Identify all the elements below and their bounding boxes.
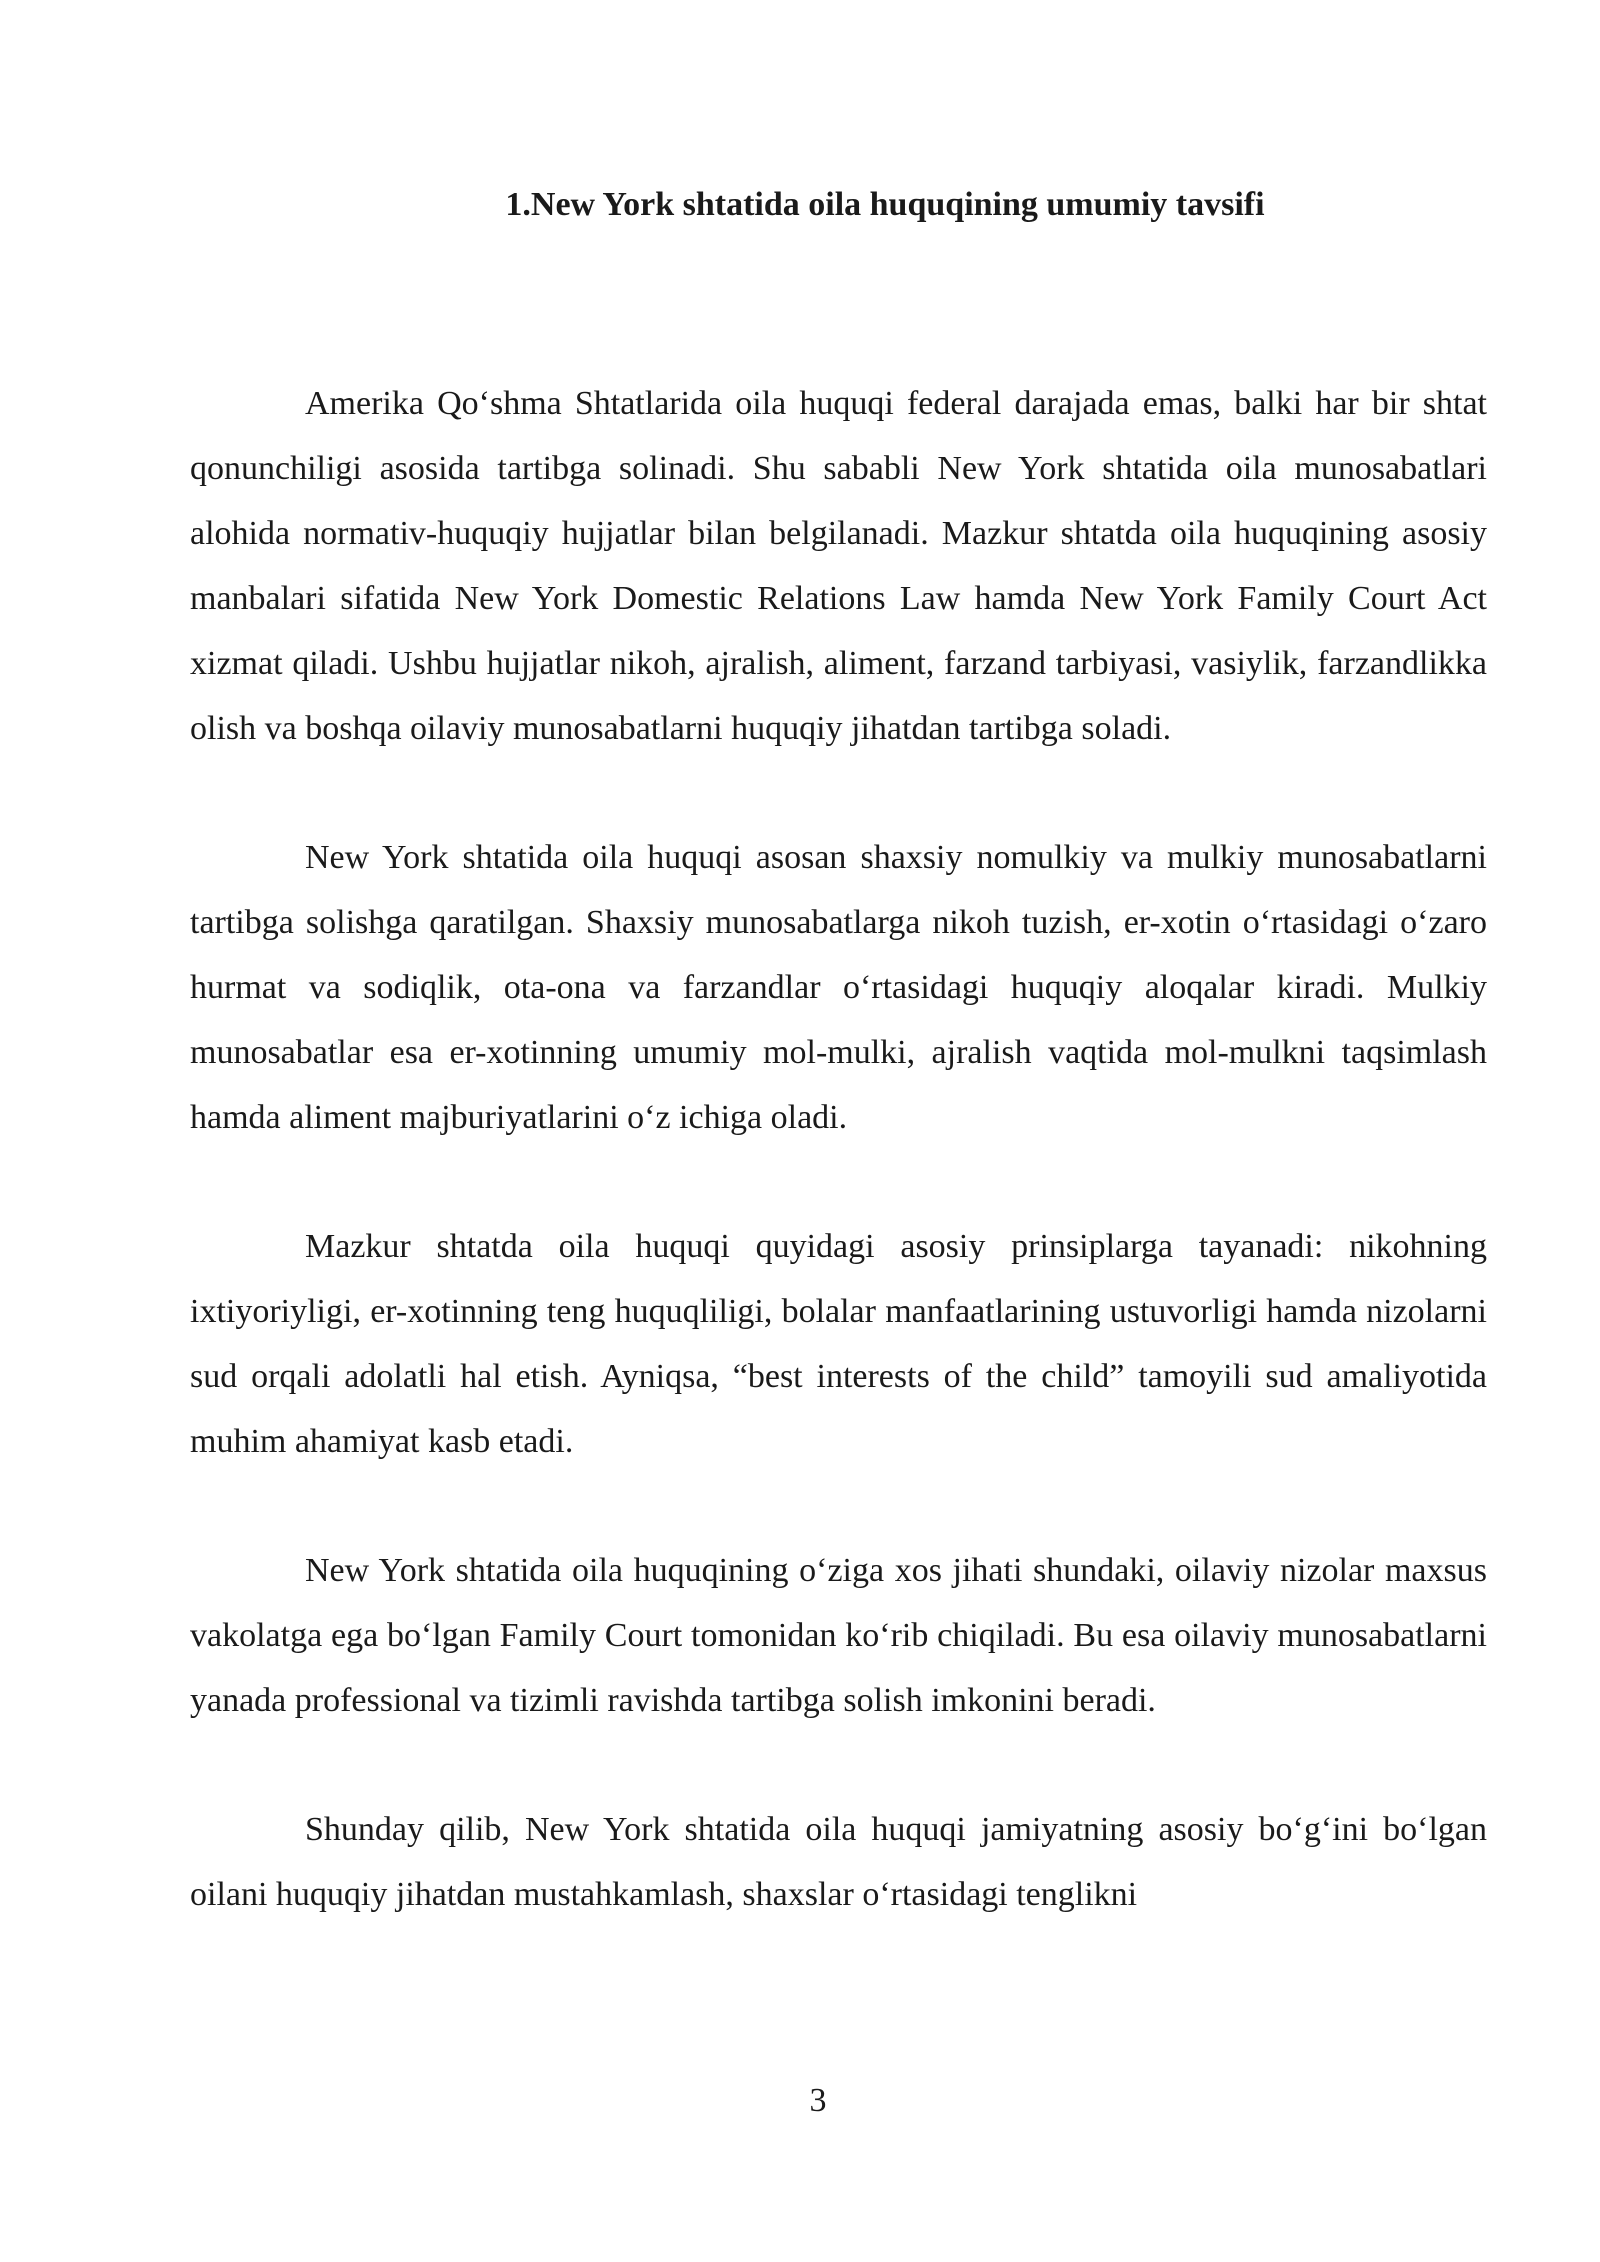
body-text — [190, 371, 1487, 1991]
paragraph: New York shtatida oila huquqi asosan shaxsiy nomulkiy va mulkiy munosabatlarni tartibga solishga qaratilgan. Shaxsiy munosabatlarga nikoh tuzish, er-xotin o‘rtasidagi o‘zaro hurmat va sodiqlik, ota-ona va farzandlar o‘rtasidagi huquqiy aloqalar kiradi. Mulkiy munosabatlar esa er-xotinning umumiy mol-mulki, ajralish vaqtida mol-mulkni taqsimlash hamda aliment majburiyatlarini o‘z ichiga oladi. — [190, 839, 1487, 1136]
section-heading: 1.New York shtatida oila huquqining umumiy tavsifi — [505, 186, 1265, 223]
paragraph: Amerika Qo‘shma Shtatlarida oila huquqi federal darajada emas, balki har bir shtat qonunchiligi asosida tartibga solinadi. Shu sababli New York shtatida oila munosabatlari alohida normativ-huquqiy hujjatlar bilan belgilanadi. Mazkur shtatda oila huquqining asosiy manbalari sifatida New York Domestic Relations Law hamda New York Family Court Act xizmat qiladi. Ushbu hujjatlar nikoh, ajralish, aliment, farzand tarbiyasi, vasiylik, farzandlikka olish va boshqa oilaviy munosabatlarni huquqiy jihatdan tartibga soladi. — [190, 385, 1487, 747]
paragraph: Mazkur shtatda oila huquqi quyidagi asosiy prinsiplarga tayanadi: nikohning ixtiyoriyligi, er-xotinning teng huquqliligi, bolalar manfaatlarining ustuvorligi hamda nizolarni sud orqali adolatli hal etish. Ayniqsa, “best interests of the child” tamoyili sud amaliyotida muhim ahamiyat kasb etadi. — [190, 1228, 1487, 1460]
paragraph: New York shtatida oila huquqining o‘ziga xos jihati shundaki, oilaviy nizolar maxsus vakolatga ega bo‘lgan Family Court tomonidan ko‘rib chiqiladi. Bu esa oilaviy munosabatlarni yanada professional va tizimli ravishda tartibga solish imkonini beradi. — [190, 1552, 1487, 1719]
page-number: 3 — [809, 2082, 827, 2119]
paragraph: Shunday qilib, New York shtatida oila huquqi jamiyatning asosiy bo‘g‘ini bo‘lgan oilani huquqiy jihatdan mustahkamlash, shaxslar o‘rtasidagi tenglikni — [190, 1811, 1487, 1913]
